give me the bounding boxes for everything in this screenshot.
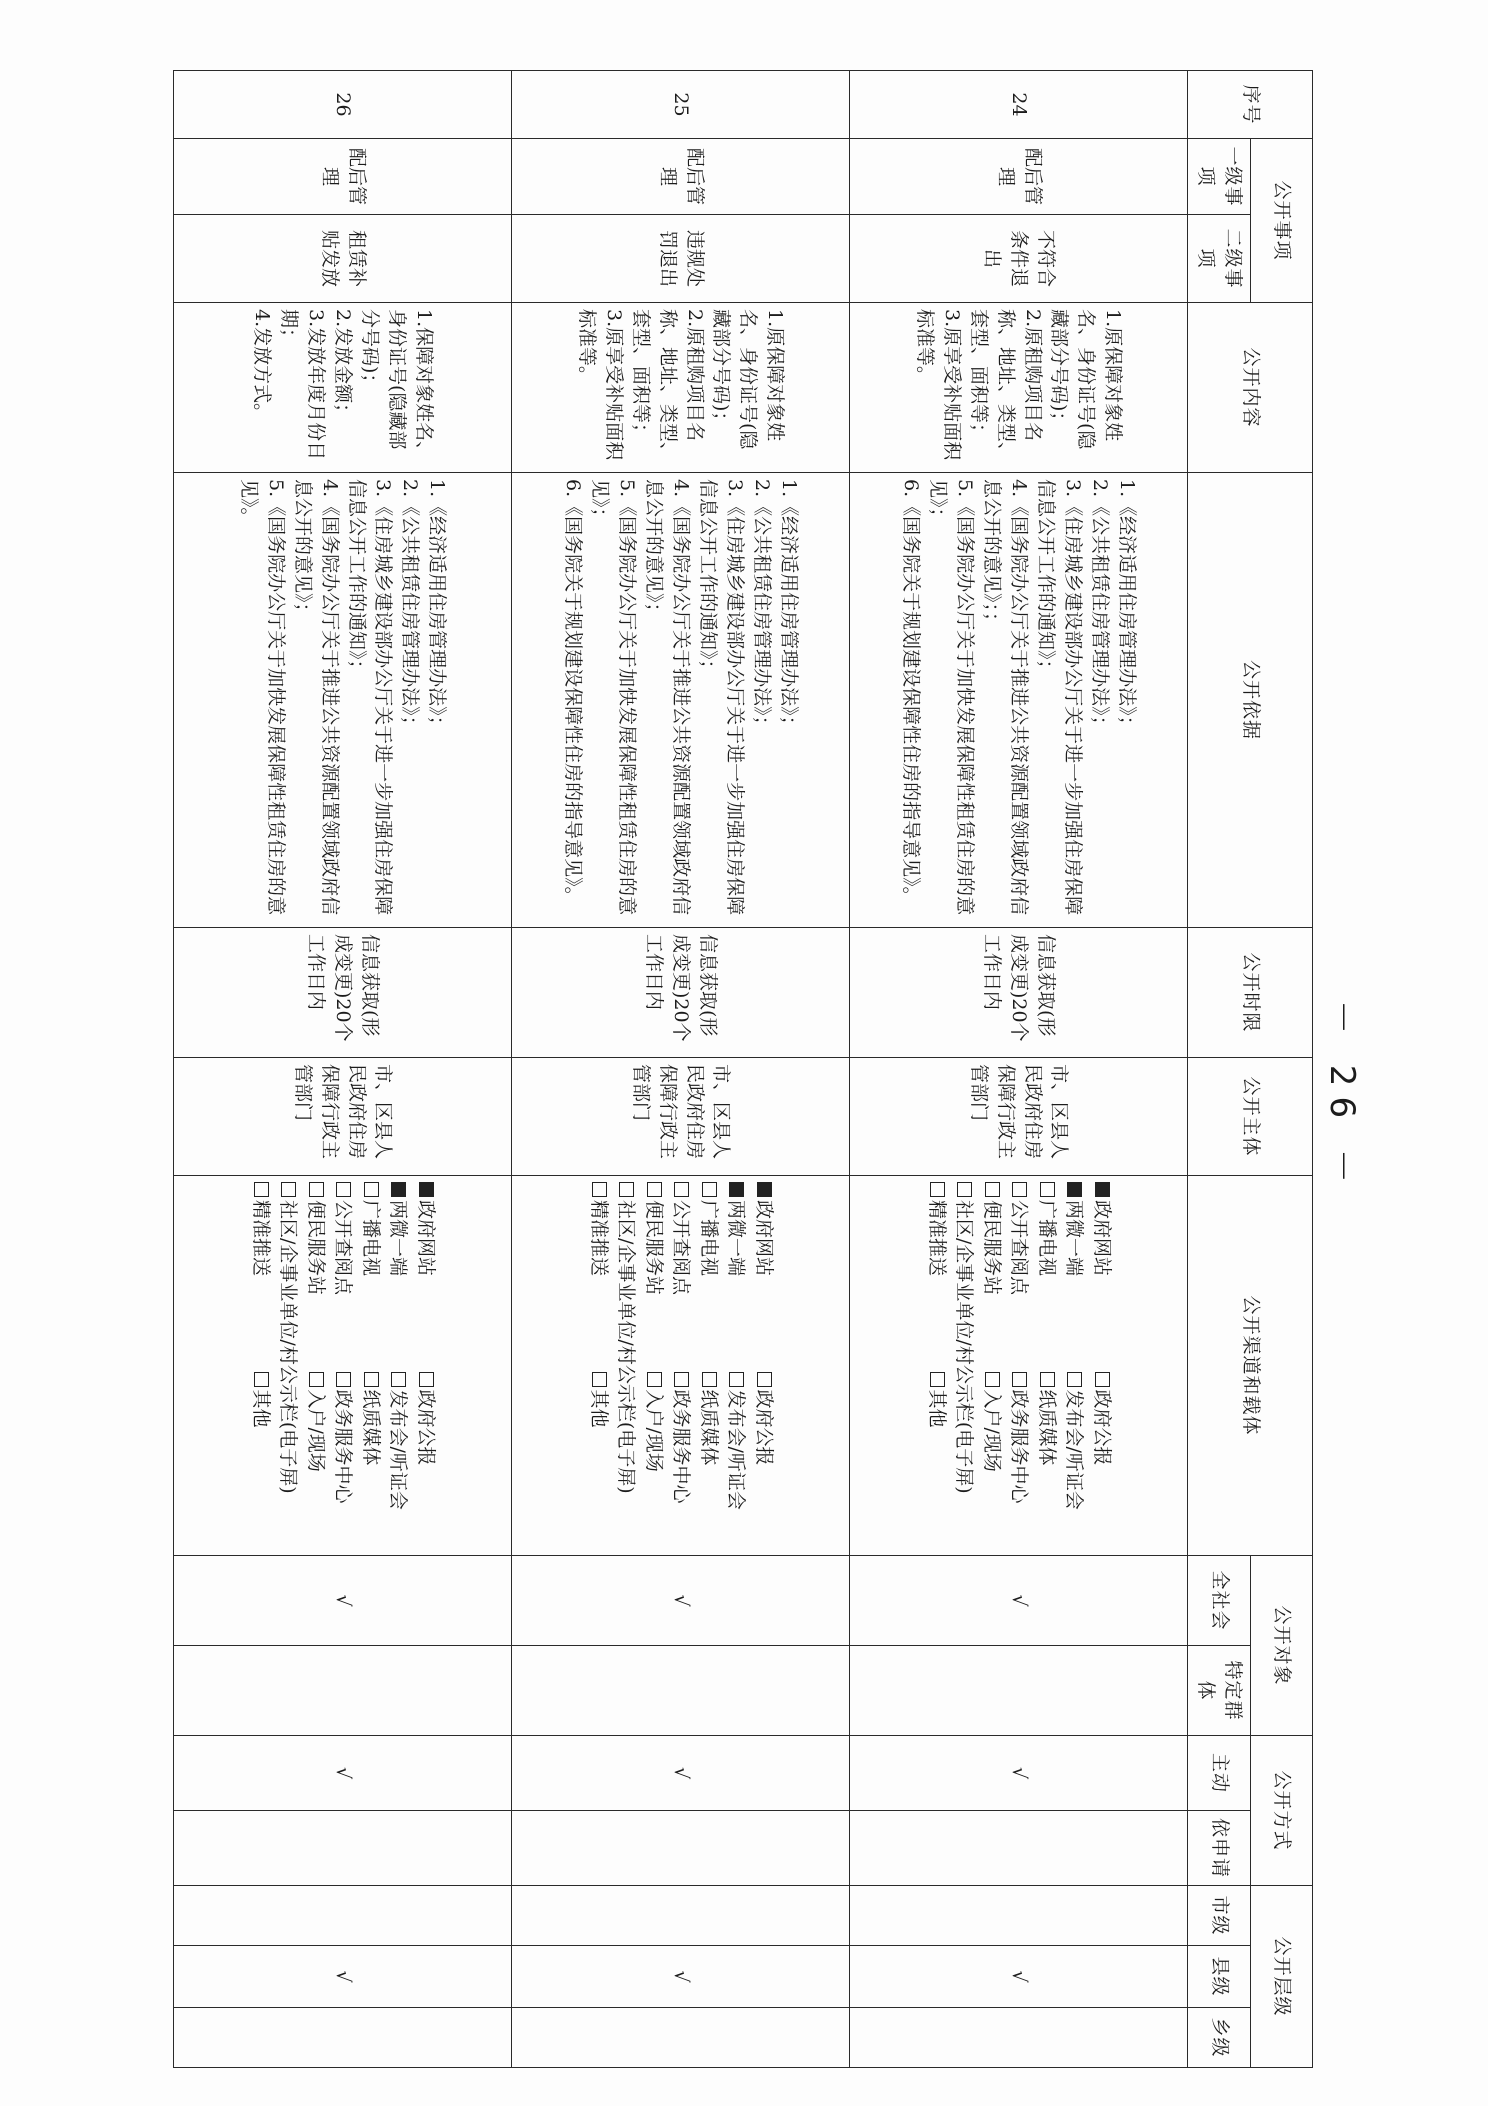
unchecked-box-icon[interactable] (254, 1372, 269, 1387)
row-level2: 违规处罚退出 (512, 215, 850, 303)
header-level-town: 乡级 (1188, 2008, 1251, 2068)
channel-label: 其他 (249, 1389, 272, 1428)
checked-box-icon[interactable] (1067, 1182, 1082, 1197)
unchecked-box-icon[interactable] (391, 1372, 406, 1387)
header-level-city: 市级 (1188, 1886, 1251, 1946)
row-channels (174, 1176, 512, 1556)
channel-label: 精准推送 (925, 1200, 948, 1277)
row-content (850, 303, 1188, 473)
content-line: 2.原租购项目名称、地址、类型、套型、面积等； (629, 309, 706, 462)
unchecked-box-icon[interactable] (957, 1182, 972, 1197)
row-object-specific-cell (850, 1646, 1188, 1736)
unchecked-box-icon[interactable] (336, 1182, 351, 1197)
unchecked-box-icon[interactable] (364, 1372, 379, 1387)
channel-label: 其他 (587, 1389, 610, 1428)
checked-box-icon[interactable] (1095, 1182, 1110, 1197)
channel-item[interactable] (722, 1182, 750, 1360)
row-level1: 配后管理 (850, 139, 1188, 215)
row-subject: 市、区县人民政府住房保障行政主管部门 (512, 1058, 850, 1176)
unchecked-box-icon[interactable] (985, 1372, 1000, 1387)
channel-label: 其他 (925, 1389, 948, 1428)
row-level-town-cell (174, 2008, 512, 2068)
channel-label: 政务服务中心 (670, 1389, 693, 1504)
checked-box-icon[interactable] (729, 1182, 744, 1197)
table-row (512, 71, 850, 2068)
channel-item[interactable] (1005, 1182, 1033, 1360)
table-row (174, 71, 512, 2068)
channel-label: 政府公报 (414, 1389, 437, 1466)
basis-line: 1.《经济适用住房管理办法》； (1115, 479, 1138, 735)
row-basis (850, 473, 1188, 928)
unchecked-box-icon[interactable] (729, 1372, 744, 1387)
channel-label: 便民服务站 (642, 1200, 665, 1296)
header-object-all: 全社会 (1188, 1556, 1251, 1646)
header-subject: 公开主体 (1188, 1058, 1313, 1176)
row-level-county-check: √ (512, 1946, 850, 2008)
basis-line: 5.《国务院办公厅关于加快发展保障性租赁住房的意见》； (589, 479, 639, 916)
page-number: － 26 － (1322, 1000, 1362, 1193)
channel-label: 政务服务中心 (332, 1389, 355, 1504)
content-line: 3.发放年度月份日期； (278, 309, 328, 461)
unchecked-box-icon[interactable] (674, 1372, 689, 1387)
basis-line: 2.《公共租赁住房管理办法》； (750, 479, 773, 735)
channel-item[interactable] (694, 1182, 722, 1360)
header-time-limit: 公开时限 (1188, 928, 1313, 1058)
row-mode-active-check: √ (174, 1736, 512, 1811)
row-basis (174, 473, 512, 928)
unchecked-box-icon[interactable] (419, 1372, 434, 1387)
row-mode-request-cell (174, 1811, 512, 1886)
channel-item[interactable] (749, 1182, 777, 1360)
basis-line: 5.《国务院办公厅关于加快发展保障性租赁住房的意见》； (927, 479, 977, 916)
channel-label: 发布会/听证会 (1063, 1389, 1086, 1510)
channel-item[interactable] (329, 1372, 357, 1550)
row-subject: 市、区县人民政府住房保障行政主管部门 (850, 1058, 1188, 1176)
channel-label: 公开查阅点 (1008, 1200, 1031, 1296)
unchecked-box-icon[interactable] (592, 1372, 607, 1387)
disclosure-table (173, 70, 1313, 2068)
channel-label: 入户/现场 (304, 1389, 327, 1472)
unchecked-box-icon[interactable] (1012, 1182, 1027, 1197)
channel-item[interactable] (639, 1182, 667, 1360)
row-level-town-cell (512, 2008, 850, 2068)
channel-item[interactable] (977, 1372, 1005, 1550)
header-seq: 序号 (1188, 71, 1313, 139)
unchecked-box-icon[interactable] (309, 1372, 324, 1387)
channel-item[interactable] (384, 1372, 412, 1550)
unchecked-box-icon[interactable] (1095, 1372, 1110, 1387)
basis-line: 5.《国务院办公厅关于加快发展保障性租赁住房的意见》。 (237, 479, 287, 916)
basis-line: 6.《国务院关于规划建设保障性住房的指导意见》。 (900, 479, 923, 906)
channel-item[interactable] (922, 1372, 950, 1550)
channel-label: 政府网站 (1090, 1200, 1113, 1277)
channel-item[interactable] (411, 1182, 439, 1360)
header-items: 公开事项 (1251, 139, 1313, 303)
unchecked-box-icon[interactable] (336, 1372, 351, 1387)
basis-line: 3.《住房城乡建设部办公厅关于进一步加强住房保障信息公开工作的通知》； (1035, 479, 1084, 916)
header-basis: 公开依据 (1188, 473, 1313, 928)
channel-label: 入户/现场 (980, 1389, 1003, 1472)
row-level-city-cell (850, 1886, 1188, 1946)
row-level1: 配后管理 (512, 139, 850, 215)
unchecked-box-icon[interactable] (930, 1372, 945, 1387)
basis-line: 4.《国务院办公厅关于推进公共资源配置领域政府信息公开的意见》；； (981, 479, 1031, 916)
basis-line: 2.《公共租赁住房管理办法》； (1088, 479, 1111, 735)
channel-label: 两微一端 (725, 1200, 748, 1277)
row-time-limit: 信息获取(形成变更)20个工作日内 (512, 928, 850, 1058)
basis-line: 4.《国务院办公厅关于推进公共资源配置领域政府信息公开的意见》； (643, 479, 693, 916)
channel-label: 政府网站 (414, 1200, 437, 1277)
channel-item[interactable] (1087, 1182, 1115, 1360)
row-mode-request-cell (512, 1811, 850, 1886)
channel-label: 公开查阅点 (670, 1200, 693, 1296)
row-mode-active-check: √ (850, 1736, 1188, 1811)
channel-label: 纸质媒体 (697, 1389, 720, 1466)
channel-label: 广播电视 (1035, 1200, 1058, 1277)
channel-item[interactable] (639, 1372, 667, 1550)
row-time-limit: 信息获取(形成变更)20个工作日内 (174, 928, 512, 1058)
unchecked-box-icon[interactable] (702, 1182, 717, 1197)
table-row (850, 71, 1188, 2068)
channel-label: 政府公报 (752, 1389, 775, 1466)
content-line: 2.发放金额； (332, 309, 355, 423)
channel-label: 社区/企事业单位/村公示栏(电子屏) (615, 1200, 638, 1494)
basis-line: 1.《经济适用住房管理办法》； (426, 479, 449, 735)
channel-label: 广播电视 (359, 1200, 382, 1277)
unchecked-box-icon[interactable] (674, 1182, 689, 1197)
basis-line: 3.《住房城乡建设部办公厅关于进一步加强住房保障信息公开工作的通知》； (697, 479, 746, 916)
channel-list (246, 1182, 439, 1549)
unchecked-box-icon[interactable] (309, 1182, 324, 1197)
checked-box-icon[interactable] (419, 1182, 434, 1197)
channel-label: 纸质媒体 (359, 1389, 382, 1466)
content-line: 1.原保障对象姓名、身份证号(隐藏部分号码)； (710, 309, 787, 450)
channel-item[interactable] (612, 1182, 640, 1549)
row-object-all-check: √ (850, 1556, 1188, 1646)
channel-item[interactable] (977, 1182, 1005, 1360)
row-time-limit: 信息获取(形成变更)20个工作日内 (850, 928, 1188, 1058)
channel-label: 精准推送 (587, 1200, 610, 1277)
row-seq: 24 (850, 71, 1188, 139)
row-level2: 不符合条件退出 (850, 215, 1188, 303)
channel-item[interactable] (1032, 1182, 1060, 1360)
channel-item[interactable] (246, 1372, 274, 1550)
row-mode-request-cell (850, 1811, 1188, 1886)
channel-label: 精准推送 (249, 1200, 272, 1277)
row-level2: 租赁补贴发放 (174, 215, 512, 303)
channel-label: 两微一端 (1063, 1200, 1086, 1277)
unchecked-box-icon[interactable] (281, 1182, 296, 1197)
channel-item[interactable] (667, 1182, 695, 1360)
header-level2: 二级事项 (1188, 215, 1251, 303)
unchecked-box-icon[interactable] (619, 1182, 634, 1197)
row-object-all-check: √ (174, 1556, 512, 1646)
row-seq: 26 (174, 71, 512, 139)
channel-label: 便民服务站 (304, 1200, 327, 1296)
channel-item[interactable] (584, 1372, 612, 1550)
channel-item[interactable] (411, 1372, 439, 1550)
channel-item[interactable] (749, 1372, 777, 1550)
basis-line: 1.《经济适用住房管理办法》； (777, 479, 800, 735)
row-object-specific-cell (512, 1646, 850, 1736)
channel-item[interactable] (329, 1182, 357, 1360)
channel-item[interactable] (1060, 1182, 1088, 1360)
row-object-all-check: √ (512, 1556, 850, 1646)
row-level-town-cell (850, 2008, 1188, 2068)
basis-line: 3.《住房城乡建设部办公厅关于进一步加强住房保障信息公开工作的通知》； (345, 479, 395, 916)
row-seq: 25 (512, 71, 850, 139)
unchecked-box-icon[interactable] (757, 1372, 772, 1387)
channel-label: 政务服务中心 (1008, 1389, 1031, 1504)
channel-label: 纸质媒体 (1035, 1389, 1058, 1466)
row-channels (850, 1176, 1188, 1556)
channel-label: 便民服务站 (980, 1200, 1003, 1296)
content-line: 2.原租购项目名称、地址、类型、套型、面积等； (967, 309, 1044, 462)
channel-item[interactable] (301, 1182, 329, 1360)
content-line: 1.保障对象姓名、身份证号(隐藏部分号码)； (359, 309, 435, 461)
row-level1: 配后管理 (174, 139, 512, 215)
channel-item[interactable] (722, 1372, 750, 1550)
row-content (174, 303, 512, 473)
channel-label: 社区/企事业单位/村公示栏(电子屏) (277, 1200, 300, 1494)
unchecked-box-icon[interactable] (254, 1182, 269, 1197)
row-content (512, 303, 850, 473)
content-line: 3.原享受补贴面积标准等。 (913, 309, 963, 461)
table-body (174, 71, 1188, 2068)
unchecked-box-icon[interactable] (647, 1182, 662, 1197)
channel-item[interactable] (950, 1182, 978, 1549)
unchecked-box-icon[interactable] (702, 1372, 717, 1387)
header-object: 公开对象 (1251, 1556, 1313, 1736)
channel-item[interactable] (356, 1182, 384, 1360)
channel-item[interactable] (301, 1372, 329, 1550)
checked-box-icon[interactable] (391, 1182, 406, 1197)
unchecked-box-icon[interactable] (985, 1182, 1000, 1197)
row-channels (512, 1176, 850, 1556)
header-content: 公开内容 (1188, 303, 1313, 473)
unchecked-box-icon[interactable] (1040, 1372, 1055, 1387)
channel-item[interactable] (1087, 1372, 1115, 1550)
row-object-specific-cell (174, 1646, 512, 1736)
channel-label: 发布会/听证会 (387, 1389, 410, 1510)
channel-item[interactable] (1005, 1372, 1033, 1550)
checked-box-icon[interactable] (757, 1182, 772, 1197)
content-line: 3.原享受补贴面积标准等。 (575, 309, 625, 461)
header-level: 公开层级 (1251, 1886, 1313, 2068)
channel-label: 社区/企事业单位/村公示栏(电子屏) (953, 1200, 976, 1494)
unchecked-box-icon[interactable] (1067, 1372, 1082, 1387)
rotated-table-frame (174, 70, 1313, 2067)
header-level-county: 县级 (1188, 1946, 1251, 2008)
unchecked-box-icon[interactable] (1040, 1182, 1055, 1197)
row-basis (512, 473, 850, 928)
channel-list (922, 1182, 1115, 1549)
channel-item[interactable] (584, 1182, 612, 1360)
channel-item[interactable] (694, 1372, 722, 1550)
content-line: 1.原保障对象姓名、身份证号(隐藏部分号码)； (1048, 309, 1125, 450)
basis-line: 4.《国务院办公厅关于推进公共资源配置领域政府信息公开的意见》； (291, 479, 341, 916)
header-mode-request: 依申请 (1188, 1811, 1251, 1886)
channel-item[interactable] (246, 1182, 274, 1360)
row-level-county-check: √ (850, 1946, 1188, 2008)
content-line: 4.发放方式。 (251, 309, 274, 423)
unchecked-box-icon[interactable] (1012, 1372, 1027, 1387)
basis-line: 2.《公共租赁住房管理办法》； (399, 479, 422, 735)
channel-item[interactable] (1060, 1372, 1088, 1550)
row-level-city-cell (174, 1886, 512, 1946)
row-subject: 市、区县人民政府住房保障行政主管部门 (174, 1058, 512, 1176)
header-mode: 公开方式 (1251, 1736, 1313, 1886)
row-level-city-cell (512, 1886, 850, 1946)
header-channels: 公开渠道和载体 (1188, 1176, 1313, 1556)
unchecked-box-icon[interactable] (592, 1182, 607, 1197)
unchecked-box-icon[interactable] (647, 1372, 662, 1387)
channel-item[interactable] (356, 1372, 384, 1550)
header-mode-active: 主动 (1188, 1736, 1251, 1811)
channel-label: 两微一端 (387, 1200, 410, 1277)
channel-label: 广播电视 (697, 1200, 720, 1277)
channel-item[interactable] (274, 1182, 302, 1549)
row-level-county-check: √ (174, 1946, 512, 2008)
unchecked-box-icon[interactable] (364, 1182, 379, 1197)
channel-list (584, 1182, 777, 1549)
channel-label: 政府公报 (1090, 1389, 1113, 1466)
channel-label: 政府网站 (752, 1200, 775, 1277)
basis-line: 6.《国务院关于规划建设保障性住房的指导意见》。 (562, 479, 585, 906)
channel-label: 入户/现场 (642, 1389, 665, 1472)
channel-item[interactable] (384, 1182, 412, 1360)
header-object-specific: 特定群体 (1188, 1646, 1251, 1736)
header-level1: 一级事项 (1188, 139, 1251, 215)
channel-item[interactable] (922, 1182, 950, 1360)
unchecked-box-icon[interactable] (930, 1182, 945, 1197)
channel-label: 发布会/听证会 (725, 1389, 748, 1510)
row-mode-active-check: √ (512, 1736, 850, 1811)
channel-label: 公开查阅点 (332, 1200, 355, 1296)
channel-item[interactable] (1032, 1372, 1060, 1550)
channel-item[interactable] (667, 1372, 695, 1550)
